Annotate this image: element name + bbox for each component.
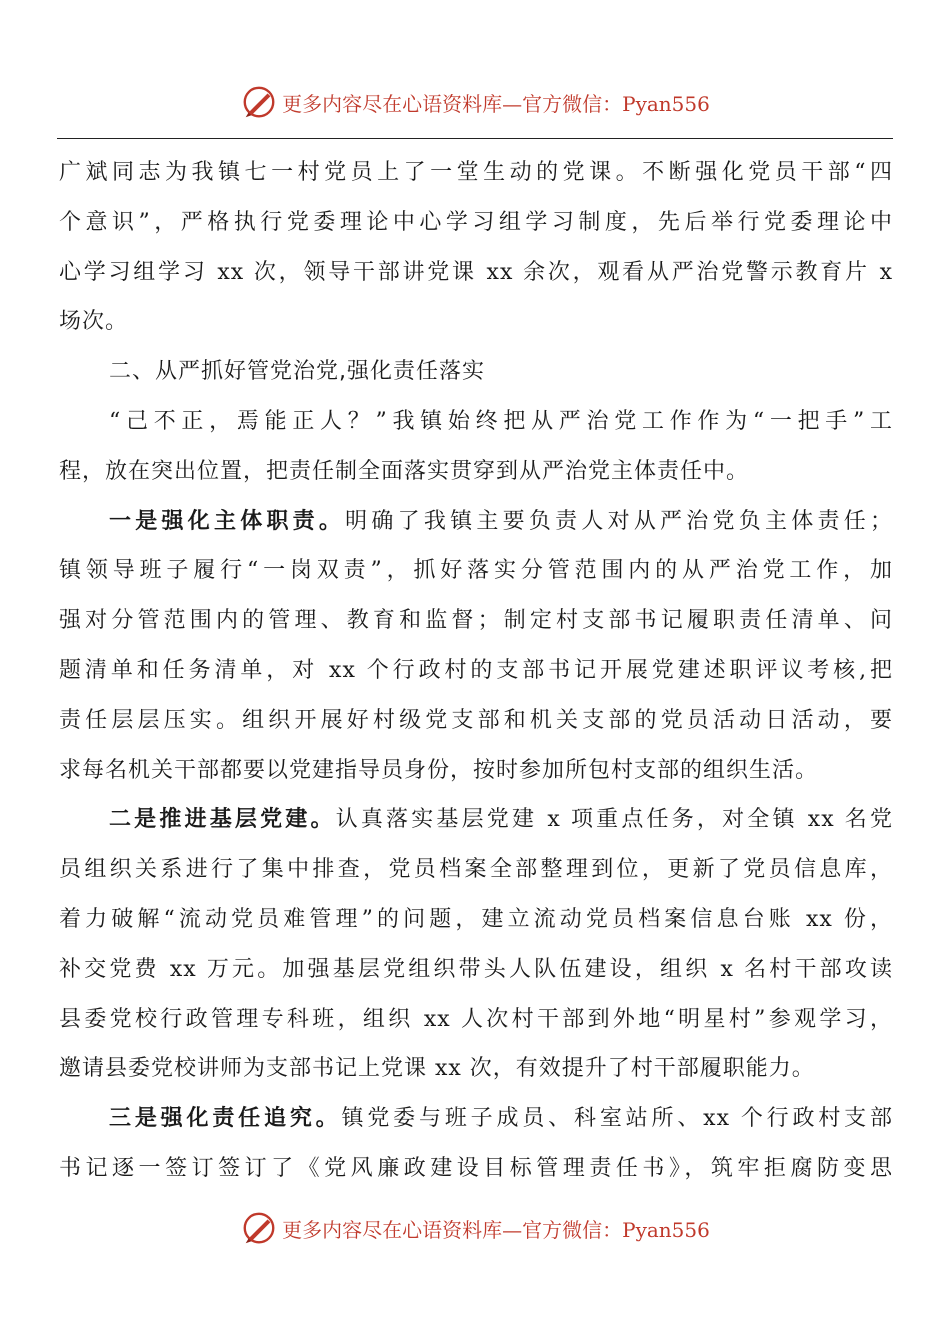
text-line — [59, 895, 893, 945]
line-text: 着力破解“流动党员难管理”的问题，建立流动党员档案信息台账 xx 份， — [59, 906, 893, 932]
text-line — [59, 1044, 893, 1094]
text-line — [59, 845, 893, 895]
line-text: 明确了我镇主要负责人对从严治党负主体责任； — [345, 508, 893, 534]
line-text: 个意识”，严格执行党委理论中心学习组学习制度，先后举行党委理论中 — [59, 209, 893, 235]
line-text: 责任层层压实。组织开展好村级党支部和机关支部的党员活动日活动，要 — [59, 707, 893, 733]
line-text: 强对分管范围内的管理、教育和监督；制定村支部书记履职责任清单、问 — [59, 608, 893, 634]
text-line — [59, 198, 893, 248]
header-divider — [57, 138, 893, 139]
text-line — [59, 546, 893, 596]
watermark-text: 更多内容尽在心语资料库—官方微信：Pyan556 — [282, 1217, 710, 1242]
line-text: “己不正，焉能正人？”我镇始终把从严治党工作作为“一把手”工 — [109, 408, 893, 434]
line-text: 心学习组学习 xx 次，领导干部讲党课 xx 余次，观看从严治党警示教育片 x — [59, 259, 893, 285]
bold-lead-text: 二是推进基层党建。 — [109, 806, 336, 833]
text-line — [59, 945, 893, 995]
text-line — [59, 1094, 893, 1144]
line-text: 认真落实基层党建 x 项重点任务，对全镇 xx 名党 — [335, 807, 893, 833]
line-text: 员组织关系进行了集中排查，党员档案全部整理到位，更新了党员信息库， — [59, 857, 893, 883]
line-text: 求每名机关干部都要以党建指导员身份，按时参加所包村支部的组织生活。 — [59, 757, 819, 783]
text-line — [59, 995, 893, 1045]
bold-lead-text: 三是强化责任追究。 — [109, 1105, 342, 1132]
bold-lead-text: 一是强化主体职责。 — [109, 507, 346, 534]
text-line — [59, 646, 893, 696]
text-line — [59, 497, 893, 547]
line-text: 镇党委与班子成员、科室站所、xx 个行政村支部 — [341, 1106, 893, 1132]
line-text: 广斌同志为我镇七一村党员上了一堂生动的党课。不断强化党员干部“四 — [59, 160, 893, 185]
text-line — [59, 248, 893, 298]
text-line — [59, 148, 893, 198]
text-line — [59, 397, 893, 447]
watermark-banner-top — [0, 80, 950, 124]
line-text: 题清单和任务清单，对 xx 个行政村的支部书记开展党建述职评议考核,把 — [59, 657, 893, 683]
text-line — [59, 297, 893, 347]
document-body — [59, 148, 893, 1194]
heading-text: 二、从严抓好管党治党,强化责任落实 — [109, 359, 485, 385]
text-line — [59, 1144, 893, 1194]
line-text: 邀请县委党校讲师为支部书记上党课 xx 次，有效提升了村干部履职能力。 — [59, 1056, 815, 1082]
line-text: 程，放在突出位置，把责任制全面落实贯穿到从严治党主体责任中。 — [59, 458, 750, 484]
watermark-banner-bottom — [0, 1206, 950, 1250]
section-heading — [59, 347, 893, 397]
pen-logo-icon — [240, 1209, 278, 1247]
text-line — [59, 596, 893, 646]
text-line — [59, 447, 893, 497]
line-text: 县委党校行政管理专科班，组织 xx 人次村干部到外地“明星村”参观学习， — [59, 1006, 893, 1032]
watermark-text: 更多内容尽在心语资料库—官方微信：Pyan556 — [282, 91, 710, 116]
line-text: 书记逐一签订签订了《党风廉政建设目标管理责任书》，筑牢拒腐防变思 — [59, 1155, 893, 1181]
line-text: 补交党费 xx 万元。加强基层党组织带头人队伍建设，组织 x 名村干部攻读 — [59, 956, 893, 982]
pen-logo-icon — [240, 83, 278, 121]
line-text: 镇领导班子履行“一岗双责”，抓好落实分管范围内的从严治党工作，加 — [59, 558, 893, 584]
text-line — [59, 795, 893, 845]
text-line — [59, 696, 893, 746]
text-line — [59, 746, 893, 796]
line-text: 场次。 — [59, 309, 129, 335]
